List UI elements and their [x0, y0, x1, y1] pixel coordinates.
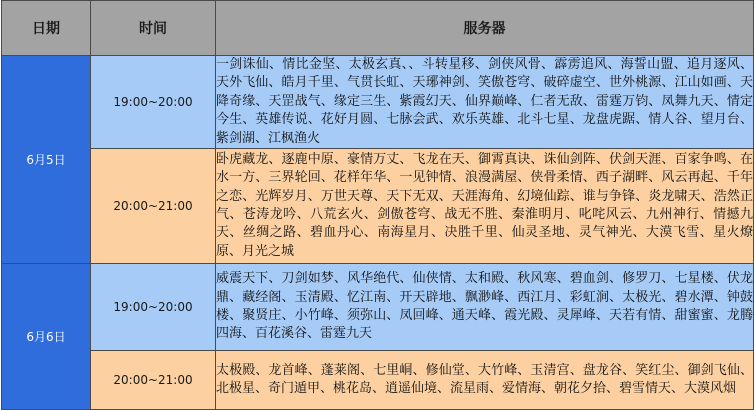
time-cell: 19:00~20:00 — [91, 56, 216, 149]
date-header: 日期 — [2, 1, 91, 56]
server-list-cell: 太极殿、龙首峰、蓬莱阁、七里峒、修仙堂、大竹峰、玉清宫、盘龙谷、笑红尘、御剑飞仙、北极星、奇门遁甲、桃花岛、逍遥仙境、流星雨、爱情海、朝花夕拾、碧雪情天、大漠风烟 — [216, 351, 754, 410]
table-row — [2, 351, 754, 410]
time-header: 时间 — [91, 1, 216, 56]
date-cell: 6月5日 — [2, 56, 91, 264]
server-list-cell: 一剑诛仙、情比金坚、太极玄真、、斗转星移、剑侠风骨、霹雳追风、海誓山盟、追月逐风、天外飞仙、皓月千里、气贯长虹、天琊神剑、笑傲苍穹、破碎虚空、世外桃源、江山如画、天降奇缘、天罡战气、缘定三生、紫霞幻天、仙界巅峰、仁者无敌、雷霆万钧、凤舞九天、情定今生、英雄传说、花好月圆、七脉会武、欢乐英雄、北斗七星、龙盘虎踞、情人谷、望月台、紫剑湖、江枫渔火 — [216, 56, 754, 149]
time-cell: 19:00~20:00 — [91, 264, 216, 351]
time-cell: 20:00~21:00 — [91, 351, 216, 410]
server-list-cell: 卧虎藏龙、逐鹿中原、豪情万丈、飞龙在天、御霄真诀、诛仙剑阵、伏剑天涯、百家争鸣、在水一方、三界轮回、花样年华、一见钟情、浪漫满屋、侠骨柔情、西子湖畔、风云再起、千年之恋、光辉岁月、万世天尊、天下无双、天涯海角、幻境仙踪、谁与争锋、炎龙啸天、浩然正气、苍涛龙吟、八荒玄火、剑傲苍穹、战无不胜、秦淮明月、叱咤风云、九州神行、情撼九天、丝绸之路、碧血丹心、南海星月、决胜千里、仙灵圣地、灵气神光、大漠飞雪、星火燎原、月光之城 — [216, 149, 754, 264]
schedule-table — [1, 0, 754, 410]
table-row — [2, 149, 754, 264]
table-row — [2, 56, 754, 149]
table-row — [2, 264, 754, 351]
date-cell: 6月6日 — [2, 264, 91, 410]
time-cell: 20:00~21:00 — [91, 149, 216, 264]
servers-header: 服务器 — [216, 1, 754, 56]
header-row — [2, 1, 754, 56]
server-list-cell: 威震天下、刀剑如梦、风华绝代、仙侠情、太和殿、秋风寒、碧血剑、修罗刀、七星楼、伏龙鼎、藏经阁、玉清殿、忆江南、开天辟地、飘渺峰、西江月、彩虹涧、太极光、碧水潭、钟鼓楼、聚贤庄、小竹峰、须弥山、凤回峰、通天峰、霞光殿、灵犀峰、天若有情、甜蜜蜜、龙腾四海、百花溪谷、雷霆九天 — [216, 264, 754, 351]
